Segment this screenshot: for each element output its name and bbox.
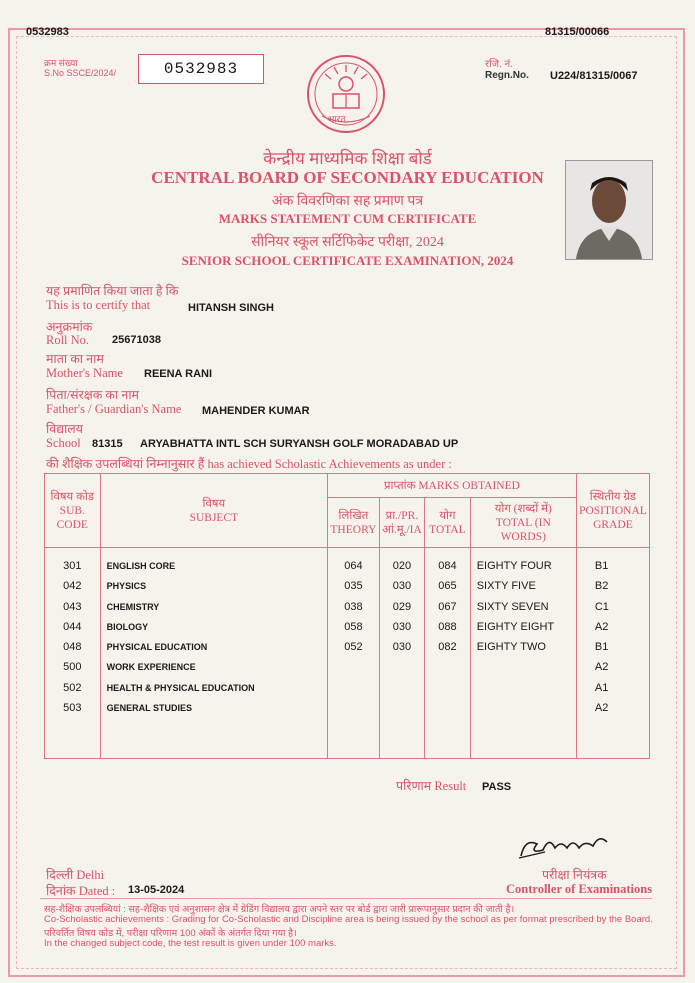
- regn-label-en: Regn.No.: [485, 70, 529, 81]
- date-label: दिनांक Dated :: [46, 884, 116, 898]
- table-row: 048: [63, 641, 82, 654]
- subject-name: ENGLISH CORE: [106, 561, 176, 571]
- col-theory-header: लिखित THEORY: [328, 498, 380, 548]
- top-serial-right: 81315/00066: [545, 26, 610, 38]
- total-mark: 065: [438, 580, 457, 593]
- candidate-name: HITANSH SINGH: [188, 302, 274, 314]
- regn-number: U224/81315/0067: [550, 70, 638, 82]
- grade: B1: [594, 641, 609, 654]
- table-row: 500: [63, 661, 82, 674]
- footer-divider: [40, 898, 652, 899]
- footnote-3: परिवर्तित विषय कोड में, परीक्षा परिणाम 100 अंकों के अंतर्गत दिया गया है।: [44, 928, 297, 939]
- grade: A2: [594, 661, 609, 674]
- controller-title-hi: परीक्षा नियंत्रक: [542, 868, 607, 882]
- total-words: EIGHTY TWO: [476, 641, 546, 654]
- grade: A1: [594, 681, 609, 694]
- cbse-logo-icon: [300, 52, 392, 140]
- roll-label-en: Roll No.: [46, 333, 90, 347]
- roll-label-hi: अनुक्रमांक: [46, 320, 93, 334]
- achievement-label: [46, 455, 452, 472]
- pr-mark: 020: [392, 560, 412, 572]
- col-pr-header: प्रा./PR. आं.मू./IA: [379, 498, 425, 548]
- total-words: EIGHTY FOUR: [476, 560, 552, 572]
- table-row: 502: [63, 681, 82, 694]
- mother-label-hi: माता का नाम: [46, 352, 104, 366]
- footnote-4: In the changed subject code, the test result is given under 100 marks.: [44, 938, 337, 949]
- result-value: PASS: [482, 781, 512, 793]
- total-words: EIGHTY EIGHT: [476, 620, 555, 633]
- total-words: SIXTY FIVE: [476, 580, 536, 593]
- total-mark: 067: [438, 600, 457, 613]
- pr-mark: 030: [392, 641, 412, 654]
- table-row: 043: [63, 600, 82, 613]
- result-label: परिणाम Result: [396, 779, 467, 793]
- grade: B1: [594, 560, 609, 572]
- total-column: [425, 548, 471, 759]
- theory-mark: 052: [344, 641, 363, 654]
- subject-name: CHEMISTRY: [106, 601, 160, 612]
- cert-title-en: MARKS STATEMENT CUM CERTIFICATE: [218, 211, 477, 226]
- code-column: [45, 548, 101, 759]
- roll-number: 25671038: [112, 334, 161, 346]
- total-words: SIXTY SEVEN: [476, 600, 549, 613]
- footnote-1: सह-शैक्षिक उपलब्धियां : सह-शैक्षिक एवं अनुशासन क्षेत्र में ग्रेडिंग विद्यालय द्वारा अपने स्तर पर बोर्ड द्वारा जारी प्रारूपानुसार प्रदान की जाती है।: [44, 904, 515, 915]
- subject-name: WORK EXPERIENCE: [106, 662, 196, 673]
- issue-date: 13-05-2024: [128, 884, 185, 896]
- controller-title-en: Controller of Examinations: [506, 882, 653, 896]
- table-row: 042: [63, 580, 82, 593]
- col-total-header: योग TOTAL: [425, 498, 471, 548]
- place-label: दिल्ली Delhi: [46, 868, 105, 882]
- footnote-2: Co-Scholastic achievements : Grading for Co-Scholastic and Discipline area is being issued by the school as per format prescribed by the Board.: [44, 914, 653, 925]
- board-title-hi: केन्द्रीय माध्यमिक शिक्षा बोर्ड: [263, 149, 432, 168]
- serial-number-box: 0532983: [138, 54, 264, 84]
- subject-name: GENERAL STUDIES: [106, 703, 192, 714]
- exam-title-en: SENIOR SCHOOL CERTIFICATE EXAMINATION, 2024: [181, 253, 514, 268]
- subject-column: [100, 548, 328, 759]
- total-mark: 082: [438, 641, 457, 654]
- mother-label-en: Mother's Name: [46, 366, 123, 380]
- words-column: [470, 548, 576, 759]
- marks-table: [44, 473, 650, 759]
- cert-title-hi: अंक विवरणिका सह प्रमाण पत्र: [271, 194, 424, 209]
- grade: C1: [594, 600, 609, 613]
- school-label-en: School: [46, 436, 81, 450]
- table-row: 503: [63, 702, 82, 715]
- father-label-hi: पिता/संरक्षक का नाम: [46, 388, 140, 402]
- col-marks-header: प्राप्तांक MARKS OBTAINED: [328, 474, 577, 498]
- subject-name: BIOLOGY: [106, 621, 149, 632]
- theory-column: [328, 548, 380, 759]
- pr-mark: 030: [392, 620, 412, 633]
- col-subject-header: विषय SUBJECT: [100, 474, 328, 548]
- subject-name: PHYSICS: [106, 581, 147, 592]
- school-name: ARYABHATTA INTL SCH SURYANSH GOLF MORADABAD UP: [140, 438, 459, 450]
- col-words-header: योग (शब्दों में) TOTAL (IN WORDS): [470, 498, 576, 548]
- theory-mark: 038: [344, 600, 363, 613]
- subject-name: HEALTH & PHYSICAL EDUCATION: [106, 682, 255, 693]
- table-row: 044: [63, 620, 82, 633]
- signature-icon: [515, 828, 615, 864]
- top-serial-left: 0532983: [26, 26, 69, 38]
- theory-mark: 064: [344, 560, 363, 572]
- certify-label-en: This is to certify that: [46, 298, 151, 312]
- father-name: MAHENDER KUMAR: [202, 405, 310, 417]
- certify-label-hi: यह प्रमाणित किया जाता है कि: [46, 284, 179, 298]
- total-mark: 084: [438, 560, 457, 572]
- school-label-hi: विद्यालय: [46, 422, 84, 436]
- table-row: 301: [63, 560, 82, 572]
- student-photo: [565, 160, 653, 260]
- regn-label-hi: रजि. नं.: [485, 59, 513, 70]
- achievement-label-en: has achieved Scholastic Achievements as under :: [207, 457, 452, 471]
- grade: A2: [594, 620, 609, 633]
- total-mark: 088: [438, 620, 457, 633]
- serial-label-en: S.No SSCE/2024/: [44, 68, 117, 78]
- achievement-label-hi: की शैक्षिक उपलब्धियां निम्नानुसार हैं: [46, 457, 205, 471]
- col-grade-header: स्थितीय ग्रेड POSITIONAL GRADE: [576, 474, 649, 548]
- mother-name: REENA RANI: [144, 368, 213, 380]
- grade-column: [576, 548, 649, 759]
- board-title-en: CENTRAL BOARD OF SECONDARY EDUCATION: [151, 168, 544, 187]
- father-label-en: Father's / Guardian's Name: [46, 402, 182, 416]
- grade: B2: [594, 580, 609, 593]
- serial-label-hi: क्रम संख्या: [44, 58, 78, 68]
- theory-mark: 035: [344, 580, 363, 593]
- exam-title-hi: सीनियर स्कूल सर्टिफिकेट परीक्षा, 2024: [251, 235, 444, 250]
- pr-mark: 029: [392, 600, 412, 613]
- subject-name: PHYSICAL EDUCATION: [106, 642, 208, 653]
- grade: A2: [594, 702, 609, 715]
- logo-label: भारत: [328, 114, 346, 124]
- pr-column: [379, 548, 425, 759]
- pr-mark: 030: [392, 580, 412, 593]
- school-code: 81315: [92, 438, 123, 450]
- col-code-header: विषय कोड SUB. CODE: [45, 474, 101, 548]
- theory-mark: 058: [344, 620, 363, 633]
